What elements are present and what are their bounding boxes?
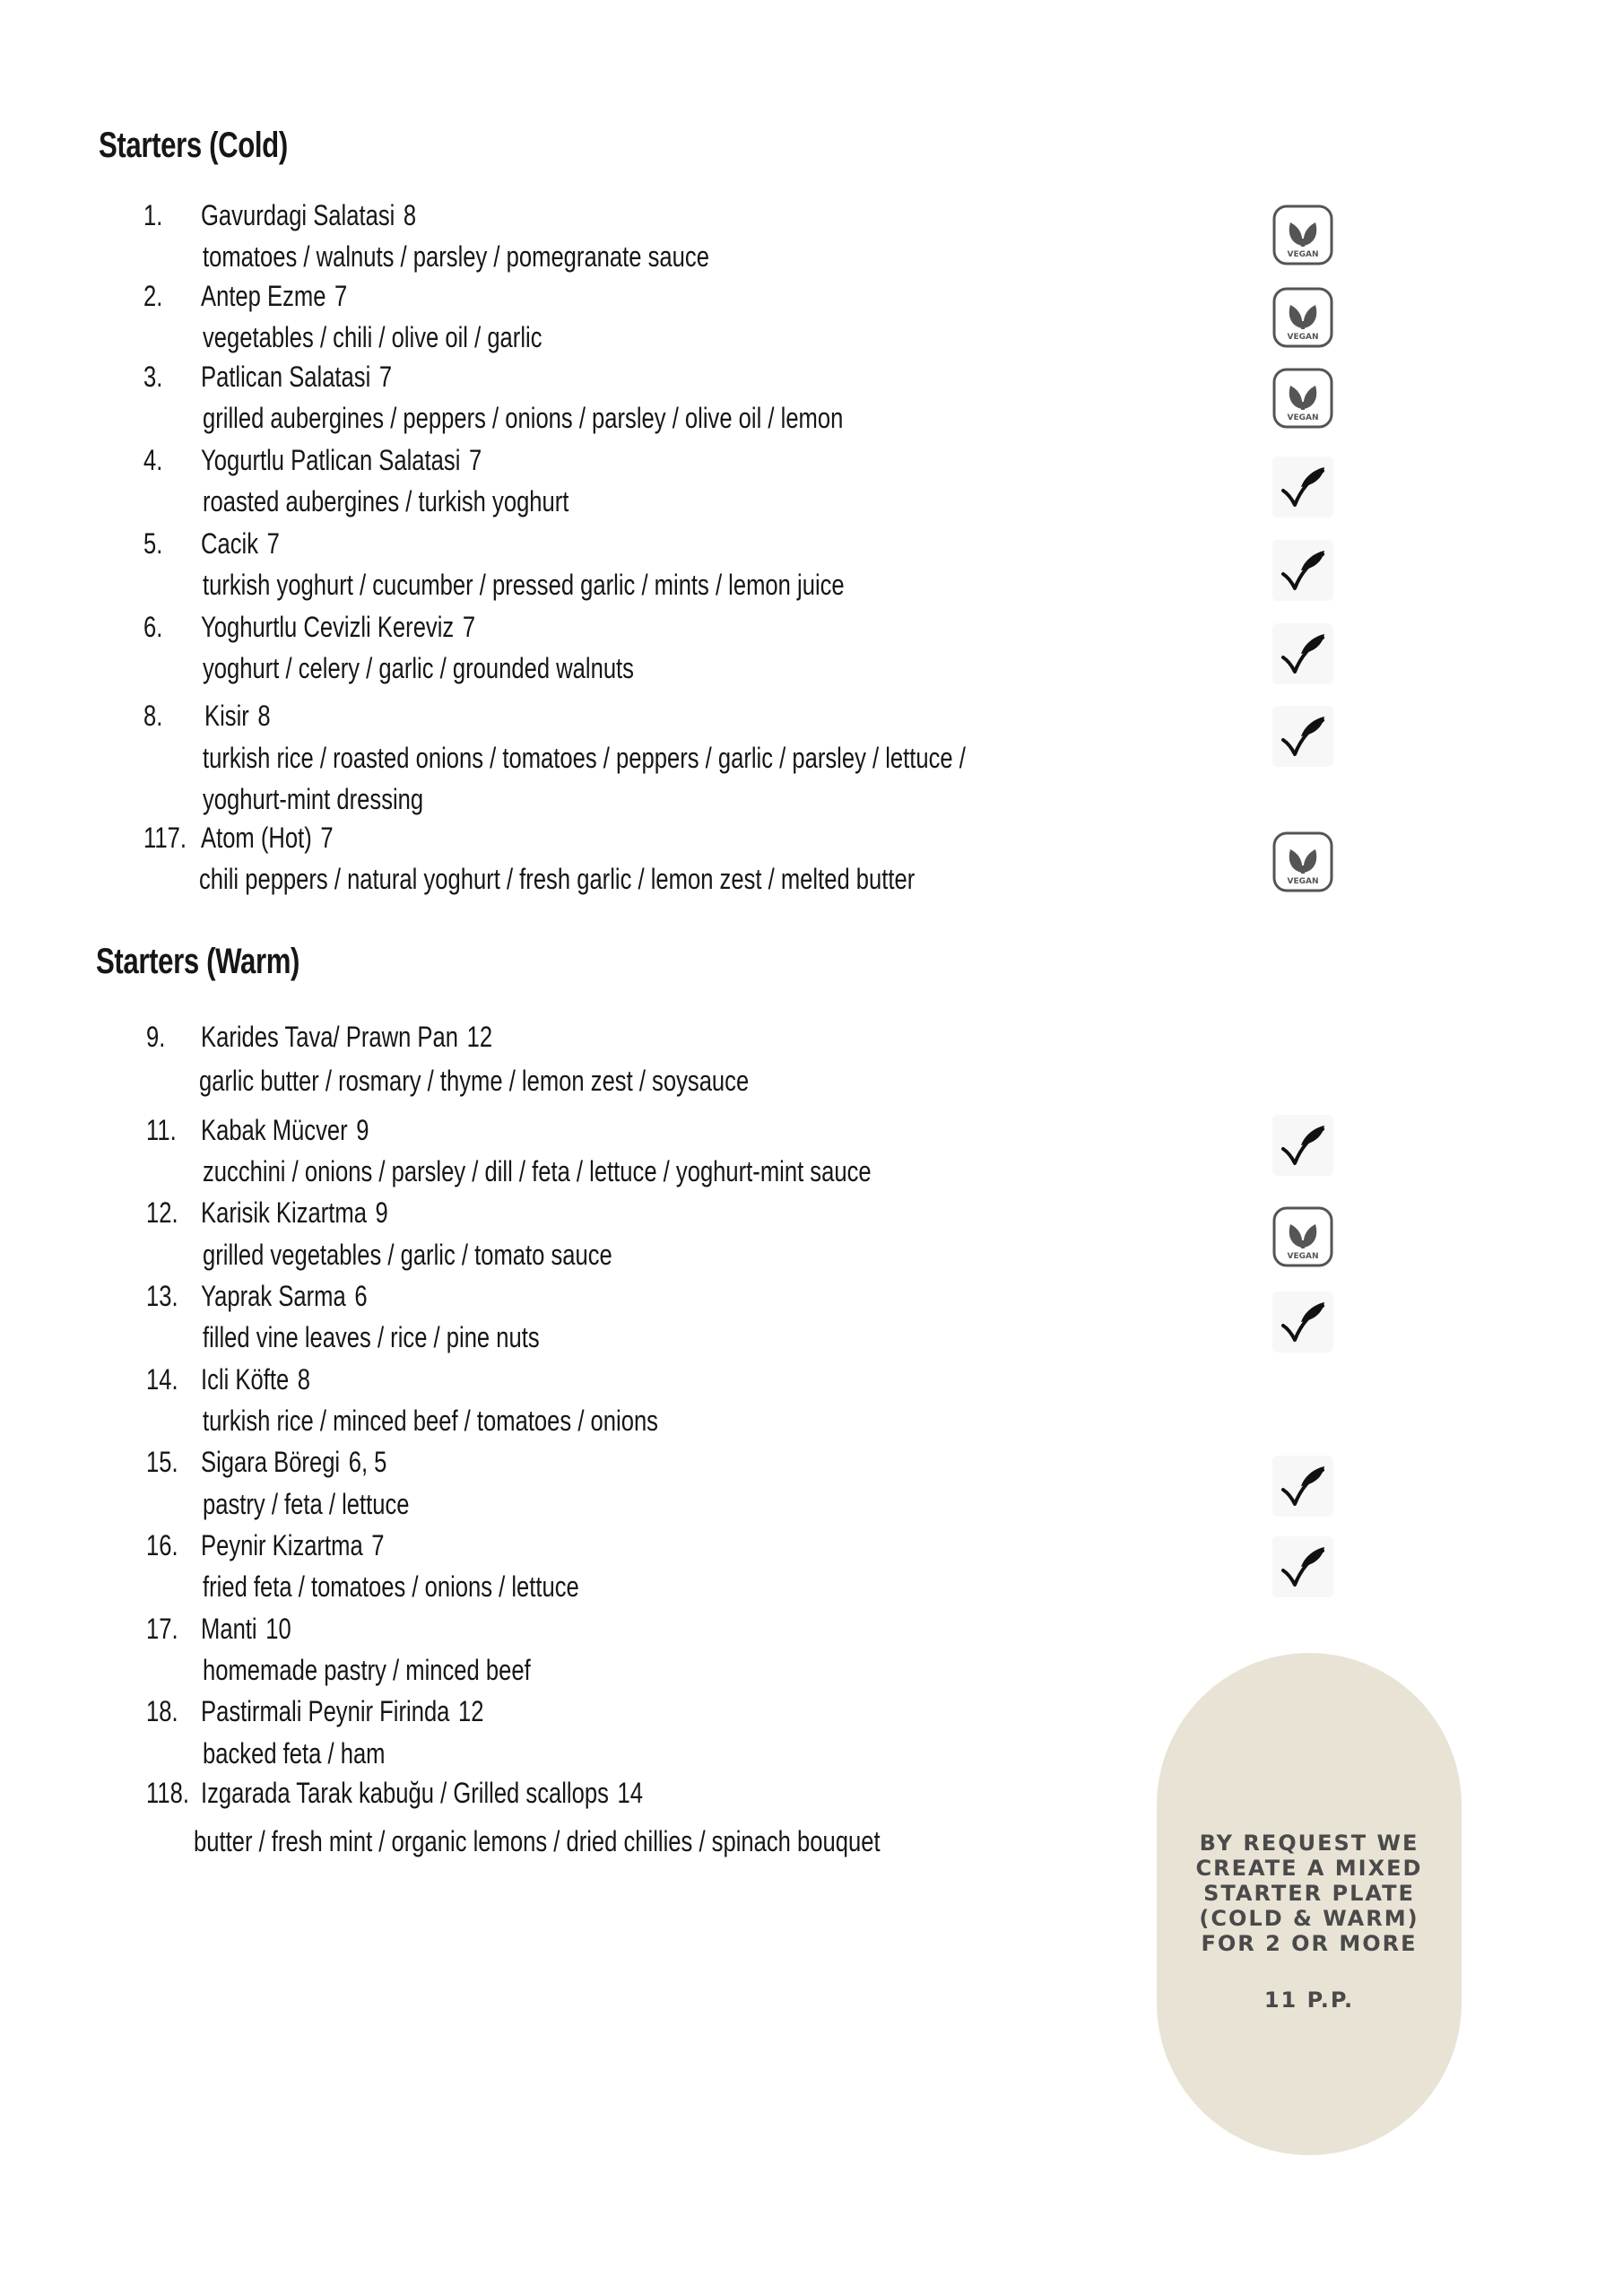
vegetarian-icon [1271, 538, 1335, 603]
item-title [201, 1109, 369, 1151]
item-name: Cacik [201, 527, 259, 560]
item-name: Gavurdagi Salatasi [201, 199, 395, 231]
item-title [201, 606, 475, 648]
item-price: 7 [334, 280, 348, 312]
item-description: butter / fresh mint / organic lemons / dried chillies / spinach bouquet [194, 1825, 881, 1857]
item-title [201, 1359, 310, 1400]
item-number: 1. [143, 199, 163, 231]
item-name: Antep Ezme [201, 280, 326, 312]
item-price: 7 [378, 361, 393, 393]
item-name: Karisik Kizartma [201, 1196, 367, 1229]
item-description: pastry / feta / lettuce [203, 1488, 410, 1520]
item-name: Yaprak Sarma [201, 1280, 346, 1312]
item-description: fried feta / tomatoes / onions / lettuce [203, 1570, 579, 1603]
item-description: yoghurt / celery / garlic / grounded walnuts [203, 652, 634, 684]
item-title [201, 1772, 643, 1813]
item-price: 8 [257, 700, 271, 732]
item-number: 15. [146, 1446, 178, 1478]
item-number: 4. [143, 444, 163, 476]
vegan-icon [1271, 366, 1335, 430]
item-title [201, 439, 482, 481]
item-name: Yogurtlu Patlican Salatasi [201, 444, 461, 476]
item-name: Icli Köfte [201, 1363, 290, 1396]
svg-text:VEGAN: VEGAN [1287, 333, 1319, 342]
vegetarian-icon [1271, 1290, 1335, 1354]
item-number: 117. [143, 822, 187, 854]
item-name: Manti [201, 1613, 257, 1645]
vegetarian-icon [1271, 1113, 1335, 1178]
item-title [201, 1275, 368, 1317]
item-description: chili peppers / natural yoghurt / fresh garlic / lemon zest / melted butter [199, 863, 916, 895]
item-name: Sigara Böregi [201, 1446, 341, 1478]
vegan-icon [1271, 1205, 1335, 1269]
item-description: homemade pastry / minced beef [203, 1654, 531, 1686]
item-title [204, 695, 271, 736]
item-title [201, 817, 334, 858]
item-price: 12 [466, 1021, 493, 1053]
item-price: 12 [458, 1695, 484, 1727]
item-name: Izgarada Tarak kabuğu / Grilled scallops [201, 1777, 609, 1809]
item-name: Patlican Salatasi [201, 361, 371, 393]
item-description: turkish rice / roasted onions / tomatoes / peppers / garlic / parsley / lettuce / [203, 742, 966, 774]
vegetarian-icon [1271, 622, 1335, 686]
item-description: grilled aubergines / peppers / onions / parsley / olive oil / lemon [203, 402, 844, 434]
badge-price: 11 P.P. [1263, 1987, 1355, 2013]
item-price: 6 [354, 1280, 368, 1312]
item-price: 7 [462, 611, 476, 643]
item-number: 12. [146, 1196, 178, 1229]
item-number: 5. [143, 527, 163, 560]
badge-line: CREATE A MIXED [1195, 1856, 1423, 1881]
item-number: 118. [146, 1777, 189, 1809]
item-description: turkish rice / minced beef / tomatoes / onions [203, 1405, 658, 1437]
svg-text:VEGAN: VEGAN [1287, 413, 1319, 422]
item-description: vegetables / chili / olive oil / garlic [203, 321, 542, 353]
item-description: filled vine leaves / rice / pine nuts [203, 1321, 540, 1353]
item-description: roasted aubergines / turkish yoghurt [203, 485, 569, 517]
item-number: 2. [143, 280, 163, 312]
item-number: 8. [143, 700, 163, 732]
item-name: Yoghurtlu Cevizli Kereviz [201, 611, 455, 643]
item-price: 9 [375, 1196, 388, 1229]
item-title [201, 275, 347, 317]
item-title [201, 1608, 291, 1649]
item-name: Pastirmali Peynir Firinda [201, 1695, 450, 1727]
vegetarian-icon [1271, 704, 1335, 769]
item-title [201, 523, 280, 564]
item-description: garlic butter / rosmary / thyme / lemon zest / soysauce [199, 1065, 750, 1097]
item-price: 7 [266, 527, 280, 560]
svg-text:VEGAN: VEGAN [1287, 250, 1319, 259]
badge-message [1157, 1831, 1462, 1956]
vegan-icon [1271, 285, 1335, 350]
item-number: 14. [146, 1363, 178, 1396]
item-price: 10 [265, 1613, 291, 1645]
item-title [201, 1441, 386, 1483]
badge-line: FOR 2 OR MORE [1201, 1931, 1418, 1956]
item-price: 8 [297, 1363, 311, 1396]
item-name: Atom (Hot) [201, 822, 312, 854]
item-number: 16. [146, 1529, 178, 1561]
item-description: tomatoes / walnuts / parsley / pomegranate sauce [203, 240, 709, 273]
item-number: 3. [143, 361, 163, 393]
item-name: Kabak Mücver [201, 1114, 348, 1146]
vegetarian-icon [1271, 1454, 1335, 1518]
section-title-cold: Starters (Cold) [99, 126, 288, 165]
item-title [201, 1525, 385, 1566]
item-price: 7 [468, 444, 482, 476]
item-number: 17. [146, 1613, 178, 1645]
vegan-icon [1271, 203, 1335, 267]
mixed-starter-badge [1157, 1653, 1462, 2155]
item-name: Karides Tava/ Prawn Pan [201, 1021, 458, 1053]
item-number: 11. [146, 1114, 177, 1146]
section-title-warm: Starters (Warm) [96, 942, 300, 981]
item-title [201, 356, 392, 397]
badge-line: STARTER PLATE [1203, 1881, 1415, 1906]
item-number: 13. [146, 1280, 178, 1312]
item-title [201, 195, 416, 236]
item-description: zucchini / onions / parsley / dill / feta / lettuce / yoghurt-mint sauce [203, 1155, 872, 1187]
item-price: 14 [617, 1777, 643, 1809]
vegetarian-icon [1271, 1535, 1335, 1599]
item-title [201, 1016, 492, 1057]
svg-text:VEGAN: VEGAN [1287, 877, 1319, 886]
badge-line: (COLD & WARM) [1199, 1906, 1419, 1931]
item-name: Kisir [204, 700, 249, 732]
item-title [201, 1192, 388, 1233]
vegan-icon [1271, 830, 1335, 894]
item-description: yoghurt-mint dressing [203, 783, 424, 815]
svg-text:VEGAN: VEGAN [1287, 1252, 1319, 1261]
item-number: 9. [146, 1021, 166, 1053]
item-title [201, 1691, 483, 1732]
item-price: 8 [403, 199, 417, 231]
item-description: turkish yoghurt / cucumber / pressed garlic / mints / lemon juice [203, 569, 845, 601]
badge-line: BY REQUEST WE [1199, 1831, 1419, 1856]
item-name: Peynir Kizartma [201, 1529, 363, 1561]
item-price: 6, 5 [348, 1446, 387, 1478]
item-price: 7 [371, 1529, 385, 1561]
item-price: 7 [320, 822, 334, 854]
item-number: 18. [146, 1695, 178, 1727]
item-description: backed feta / ham [203, 1737, 386, 1770]
item-number: 6. [143, 611, 163, 643]
item-description: grilled vegetables / garlic / tomato sauce [203, 1239, 612, 1271]
vegetarian-icon [1271, 455, 1335, 519]
item-price: 9 [356, 1114, 369, 1146]
